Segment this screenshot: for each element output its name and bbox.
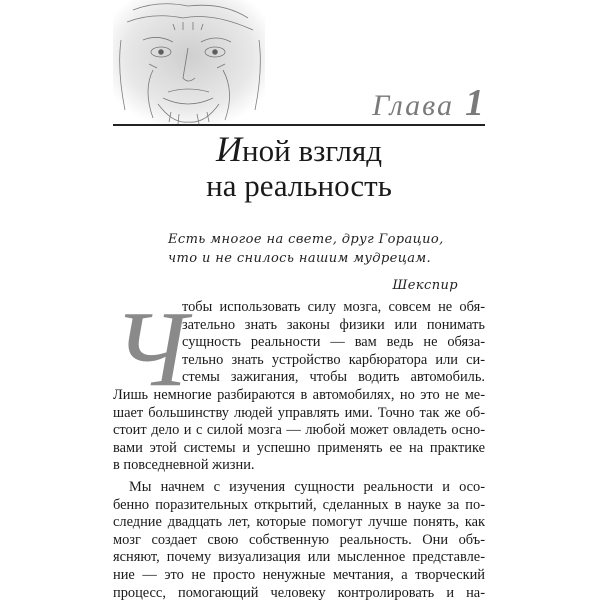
chapter-word: Глава: [372, 89, 454, 122]
body-line: ние — это не просто ненужные мечтания, а творческий: [113, 567, 485, 585]
body-line: ясняют, почему визуализация или мысленное представле-: [113, 549, 485, 567]
epigraph-line-2: что и не снилось нашим мудрецам.: [168, 249, 468, 268]
epigraph-author: Шекспир: [168, 276, 458, 295]
body-line: тельно знать устройство карбюратора или си-: [113, 352, 485, 370]
body-text: [113, 299, 485, 602]
body-line: в повседневной жизни.: [113, 457, 485, 475]
chapter-rule: [113, 124, 485, 126]
title-line-1: [113, 132, 485, 168]
body-line: бенно поразительных открытий, сделанных в науке за по-: [113, 497, 485, 515]
body-line: Лишь немногие разбираются в автомобилях, но это не ме-: [113, 387, 485, 405]
leonardo-portrait-illustration: [113, 0, 265, 124]
chapter-number: 1: [465, 82, 485, 124]
body-line: следние двадцать лет, которые помогут лучше понять, как: [113, 514, 485, 532]
chapter-label: [372, 82, 485, 122]
body-line: тобы использовать силу мозга, совсем не обя-: [113, 299, 485, 317]
body-line: вами этой системы и успешно применять ее на практике: [113, 440, 485, 458]
body-line: процесс, помогающий человеку контролировать и на-: [113, 585, 485, 602]
chapter-title: [113, 132, 485, 203]
title-line-2: на реальность: [113, 168, 485, 203]
epigraph: [168, 230, 468, 295]
body-line: зательно знать законы физики или понимать: [113, 317, 485, 335]
title-line-1-rest: ной взгляд: [242, 133, 382, 168]
title-initial: И: [216, 129, 242, 169]
body-line: стемы зажигания, чтобы водить автомобиль.: [113, 369, 485, 387]
body-line: Мы начнем с изучения сущности реальности и осо-: [113, 479, 485, 497]
drop-cap: Ч: [113, 296, 187, 404]
body-line: сущность реальности — вам ведь не обяза-: [113, 334, 485, 352]
body-line: мозг создает свою собственную реальность. Они объ-: [113, 532, 485, 550]
body-line: шает большинству людей управлять ими. Точно так же об-: [113, 405, 485, 423]
body-line: стоит дело и с силой мозга — любой может овладеть осно-: [113, 422, 485, 440]
epigraph-line-1: Есть многое на свете, друг Горацио,: [168, 230, 468, 249]
